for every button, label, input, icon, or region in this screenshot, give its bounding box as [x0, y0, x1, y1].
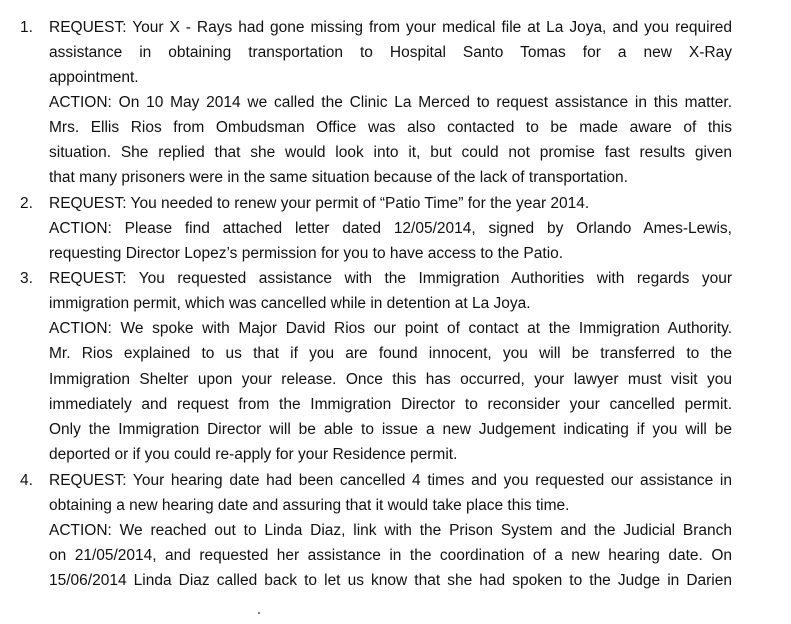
action-text-line: ACTION: We spoke with Major David Rios our point of contact at the Immigration Authority. — [49, 320, 732, 337]
action-text-line: Mrs. Ellis Rios from Ombudsman Office was also contacted to be made aware of this — [49, 119, 732, 136]
request-text-line: assistance in obtaining transportation to Hospital Santo Tomas for a new X-Ray — [49, 44, 732, 61]
item-number: 4. — [20, 472, 33, 489]
action-text-line: Immigration Shelter upon your release. Once this has occurred, your lawyer must visit you — [49, 371, 732, 388]
action-text-line: Mr. Rios explained to us that if you are found innocent, you will be transferred to the — [49, 345, 732, 362]
action-text-line: ACTION: Please find attached letter dated 12/05/2014, signed by Orlando Ames-Lewis, — [49, 220, 732, 237]
item-number: 3. — [20, 270, 33, 287]
request-text-line: appointment. — [49, 69, 139, 86]
action-text-line: Only the Immigration Director will be able to issue a new Judgement indicating if you will be — [49, 421, 732, 438]
action-text-line: ACTION: We reached out to Linda Diaz, link with the Prison System and the Judicial Branch — [49, 522, 732, 539]
action-text-line: that many prisoners were in the same situation because of the lack of transportation. — [49, 169, 628, 186]
action-text-line: on 21/05/2014, and requested her assistance in the coordination of a new hearing date. On — [49, 547, 732, 564]
request-text-line: immigration permit, which was cancelled while in detention at La Joya. — [49, 295, 531, 312]
request-text-line: REQUEST: Your hearing date had been cancelled 4 times and you requested our assistance in — [49, 472, 732, 489]
action-text-line: ACTION: On 10 May 2014 we called the Clinic La Merced to request assistance in this matter. — [49, 94, 732, 111]
request-text-line: REQUEST: Your X - Rays had gone missing from your medical file at La Joya, and you required — [49, 19, 732, 36]
request-text-line: REQUEST: You requested assistance with the Immigration Authorities with regards your — [49, 270, 732, 287]
action-text-line: immediately and request from the Immigration Director to reconsider your cancelled permit. — [49, 396, 732, 413]
request-text-line: obtaining a new hearing date and assuring that it would take place this time. — [49, 497, 570, 514]
action-text-line: requesting Director Lopez’s permission for you to have access to the Patio. — [49, 245, 564, 262]
scan-speck — [258, 612, 260, 614]
item-number: 2. — [20, 195, 33, 212]
item-number: 1. — [20, 19, 33, 36]
action-text-line: situation. She replied that she would look into it, but could not promise fast results given — [49, 144, 732, 161]
action-text-line: 15/06/2014 Linda Diaz called back to let us know that she had spoken to the Judge in Darien — [49, 572, 732, 589]
action-text-line: deported or if you could re-apply for your Residence permit. — [49, 446, 458, 463]
request-text-line: REQUEST: You needed to renew your permit of “Patio Time” for the year 2014. — [49, 195, 590, 212]
